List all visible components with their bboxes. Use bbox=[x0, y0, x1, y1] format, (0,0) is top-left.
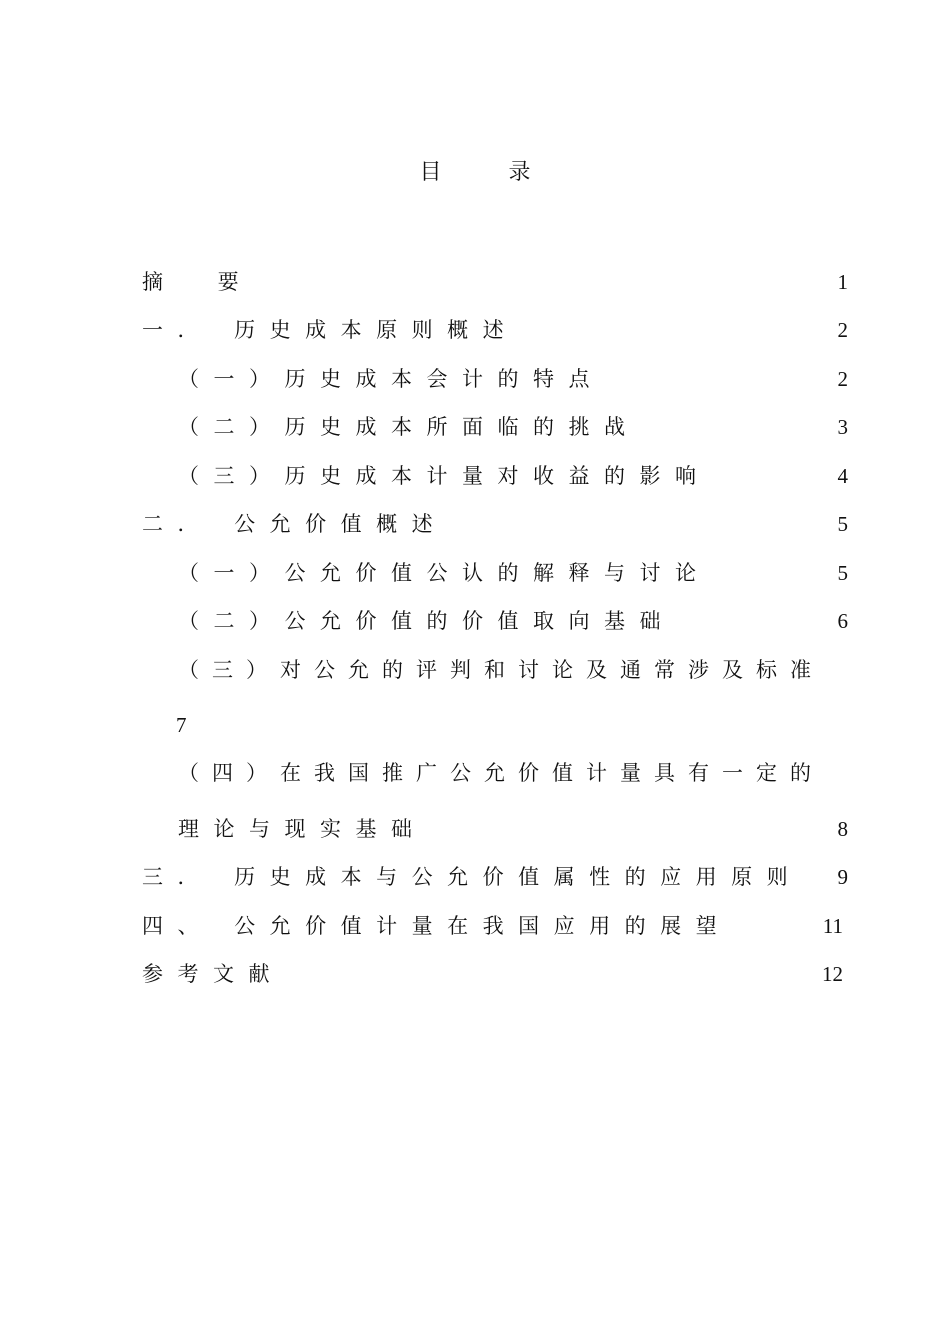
toc-entry-ch1-1[interactable]: （一）历史成本会计的特点 bbox=[178, 367, 604, 391]
toc-entry-ch4[interactable]: 四、 公允价值计量在我国应用的展望 bbox=[142, 914, 732, 938]
toc-entry-ch2[interactable]: 二． 公允价值概述 bbox=[142, 512, 448, 536]
toc-entry-references[interactable]: 参考文献 bbox=[142, 962, 284, 986]
toc-entry-ch1[interactable]: 一． 历史成本原则概述 bbox=[142, 318, 519, 342]
toc-page-ch2-2: 6 bbox=[837, 609, 848, 633]
toc-page-ch3: 9 bbox=[837, 865, 848, 889]
toc-page-ch1: 2 bbox=[837, 318, 848, 342]
toc-page-ch2-4: 8 bbox=[837, 817, 848, 841]
toc-entry-ch2-4[interactable]: （四）在我国推广公允价值计量具有一定的 bbox=[178, 761, 824, 785]
toc-entry-ch1-2[interactable]: （二）历史成本所面临的挑战 bbox=[178, 415, 640, 439]
toc-page-ch1-2: 3 bbox=[837, 415, 848, 439]
toc-page-ch2: 5 bbox=[837, 512, 848, 536]
toc-entry-ch1-3[interactable]: （三）历史成本计量对收益的影响 bbox=[178, 464, 711, 488]
toc-title: 目 录 bbox=[419, 160, 561, 185]
toc-entry-ch2-1[interactable]: （一）公允价值公认的解释与讨论 bbox=[178, 561, 711, 585]
toc-entry-ch2-4-cont[interactable]: 理论与现实基础 bbox=[178, 817, 427, 841]
toc-page-ch1-1: 2 bbox=[837, 367, 848, 391]
toc-page-abstract: 1 bbox=[837, 270, 848, 294]
toc-page-ch1-3: 4 bbox=[837, 464, 848, 488]
toc-entry-abstract[interactable]: 摘 要 bbox=[142, 270, 263, 294]
toc-entry-ch3[interactable]: 三． 历史成本与公允价值属性的应用原则 bbox=[142, 865, 803, 889]
toc-page-ch4: 11 bbox=[822, 914, 843, 938]
toc-page-ch2-3: 7 bbox=[176, 713, 187, 737]
toc-entry-ch2-3[interactable]: （三）对公允的评判和讨论及通常涉及标准 bbox=[178, 658, 824, 682]
toc-page-ch2-1: 5 bbox=[837, 561, 848, 585]
toc-entry-ch2-2[interactable]: （二）公允价值的价值取向基础 bbox=[178, 609, 675, 633]
toc-page-references: 12 bbox=[822, 962, 843, 986]
